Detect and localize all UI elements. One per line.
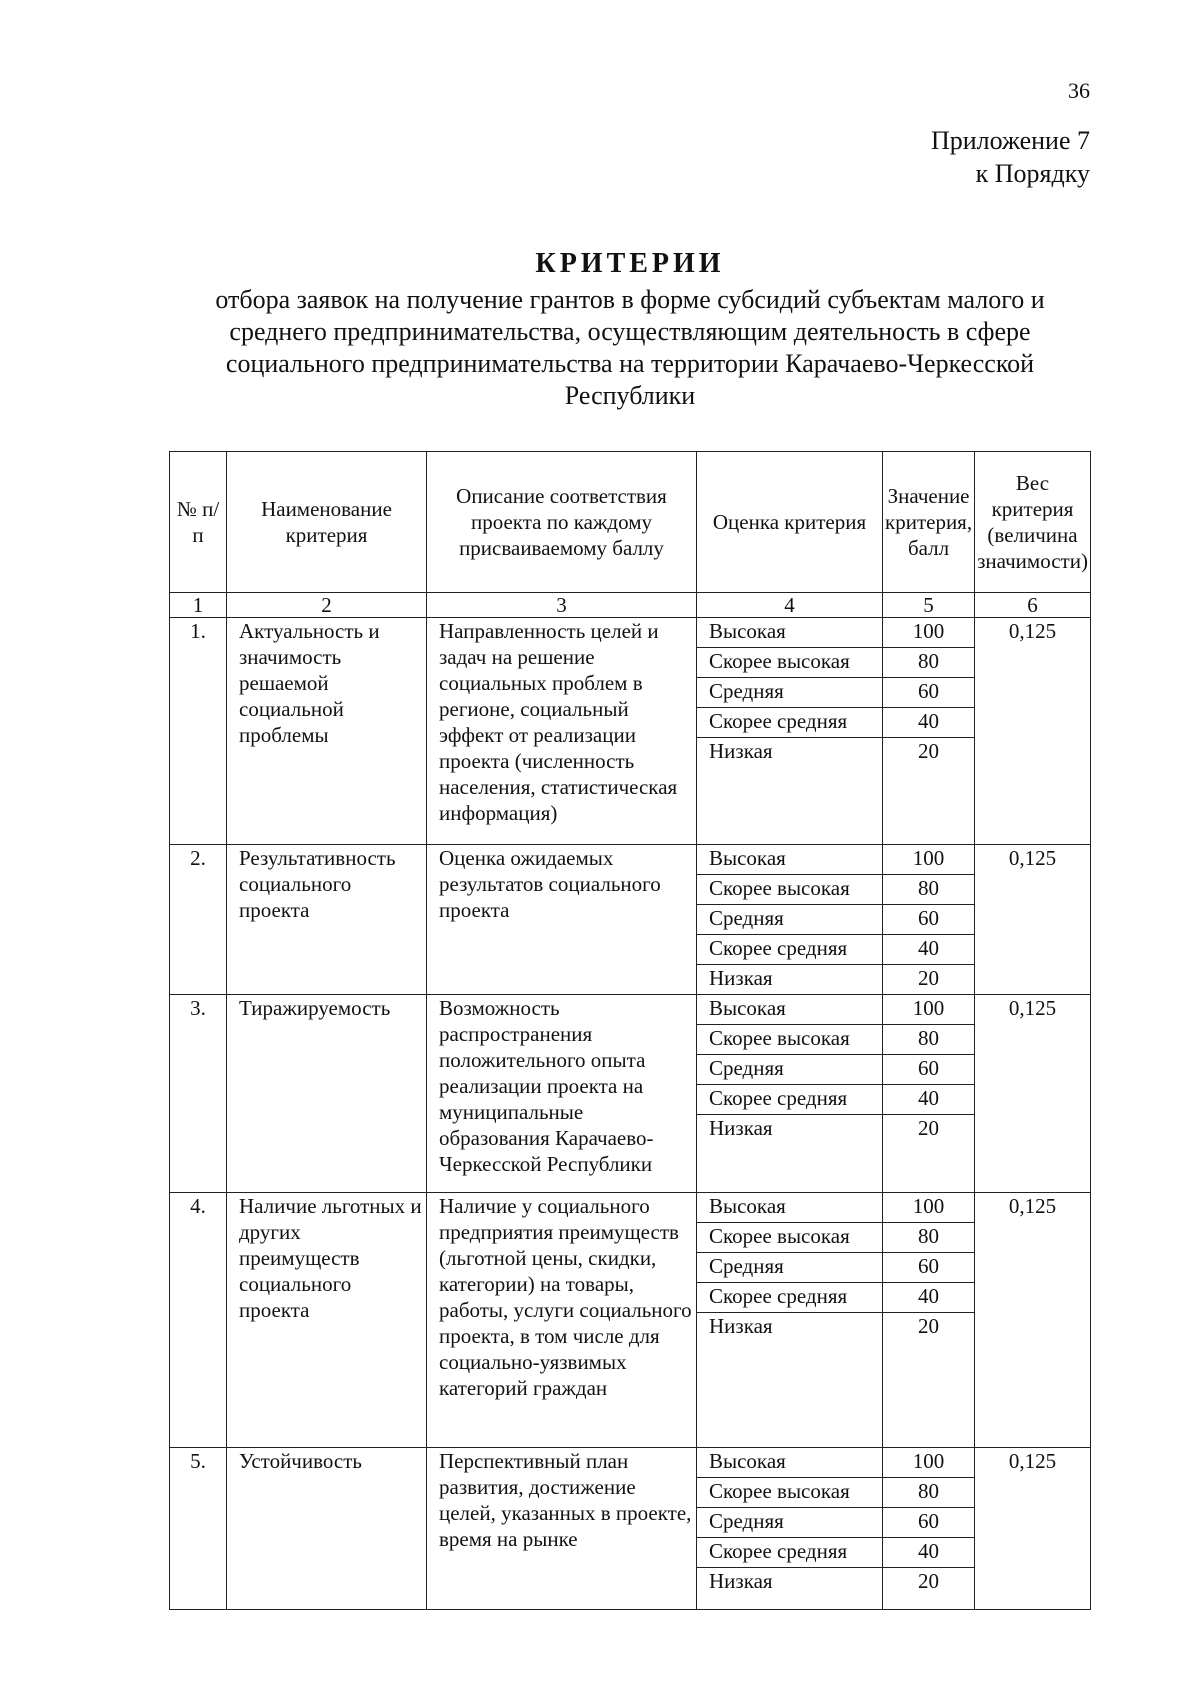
document-title: КРИТЕРИИ xyxy=(535,248,725,279)
grade-score: 40 xyxy=(918,1538,940,1563)
column-number: 4 xyxy=(697,593,883,618)
grade-label: Средняя xyxy=(697,905,883,934)
grade-row xyxy=(697,1055,974,1085)
grade-label: Скорее средняя xyxy=(697,935,883,964)
criterion-number: 2. xyxy=(170,844,227,994)
grade-row xyxy=(697,1115,974,1144)
grade-score: 100 xyxy=(912,619,945,643)
grade-score: 40 xyxy=(918,1284,940,1308)
grade-row xyxy=(697,1025,974,1055)
page-number: 36 xyxy=(1068,78,1090,103)
criterion-name: Наличие льготных и других преимуществ социального проекта xyxy=(227,1193,427,1448)
criterion-description: Оценка ожидаемых результатов социального проекта xyxy=(427,844,697,994)
grade-label: Высокая xyxy=(697,618,883,647)
criterion-number: 1. xyxy=(170,618,227,845)
criterion-grades xyxy=(697,1193,975,1448)
criterion-name: Результативность социального проекта xyxy=(227,844,427,994)
grade-label: Скорее средняя xyxy=(697,1085,883,1114)
header-weight: Вес критерия (величина значимости) xyxy=(975,452,1091,593)
grade-row xyxy=(697,618,974,648)
grade-label: Средняя xyxy=(697,678,883,707)
document-subtitle: отбора заявок на получение грантов в форме субсидий субъектам малого и среднего предпринимательства, осуществляющим деятельность в сфере социального предпринимательства на территории Карачаево-Черкесской Республики xyxy=(215,285,1045,410)
grade-score: 60 xyxy=(918,905,940,930)
grade-score: 40 xyxy=(918,935,940,960)
grade-score: 100 xyxy=(912,995,945,1020)
grade-label: Скорее средняя xyxy=(697,1538,883,1567)
grade-row xyxy=(697,1313,974,1342)
grade-score: 80 xyxy=(918,649,940,673)
grade-row xyxy=(697,1253,974,1283)
criterion-weight: 0,125 xyxy=(975,1447,1091,1610)
grade-row xyxy=(697,1283,974,1313)
grade-label: Скорее высокая xyxy=(697,648,883,677)
header-grade: Оценка критерия xyxy=(697,452,883,593)
criterion-weight: 0,125 xyxy=(975,1193,1091,1448)
grade-score: 100 xyxy=(912,1448,945,1473)
table-header-row xyxy=(170,452,1091,593)
criterion-grades xyxy=(697,844,975,994)
grade-row xyxy=(697,1568,974,1597)
column-number: 1 xyxy=(170,593,227,618)
grade-row xyxy=(697,678,974,708)
grade-score: 80 xyxy=(918,875,940,900)
grade-row xyxy=(697,875,974,905)
grade-row xyxy=(697,1448,974,1478)
grade-row xyxy=(697,1223,974,1253)
grade-label: Низкая xyxy=(697,1568,883,1597)
grade-score: 80 xyxy=(918,1224,940,1248)
grade-row xyxy=(697,1508,974,1538)
grade-score: 100 xyxy=(912,1194,945,1218)
grade-label: Низкая xyxy=(697,738,883,767)
grade-label: Низкая xyxy=(697,1115,883,1144)
grade-label: Средняя xyxy=(697,1055,883,1084)
column-number-row xyxy=(170,593,1091,618)
grade-row xyxy=(697,738,974,767)
grade-row xyxy=(697,995,974,1025)
table-row xyxy=(170,844,1091,994)
grade-row xyxy=(697,1193,974,1223)
criterion-grades xyxy=(697,618,975,845)
header-name: Наименование критерия xyxy=(227,452,427,593)
grade-score: 40 xyxy=(918,709,940,733)
criterion-number: 5. xyxy=(170,1447,227,1610)
grade-label: Низкая xyxy=(697,1313,883,1342)
table-row xyxy=(170,618,1091,845)
column-number: 2 xyxy=(227,593,427,618)
grade-score: 100 xyxy=(912,845,945,870)
header-description: Описание соответствия проекта по каждому присваиваемому баллу xyxy=(427,452,697,593)
criterion-weight: 0,125 xyxy=(975,994,1091,1193)
grade-score: 60 xyxy=(918,1254,940,1278)
grade-score: 20 xyxy=(918,1568,940,1593)
column-number: 3 xyxy=(427,593,697,618)
grade-row xyxy=(697,935,974,965)
appendix-line-1: Приложение 7 xyxy=(930,126,1090,155)
criterion-grades xyxy=(697,994,975,1193)
grade-label: Средняя xyxy=(697,1253,883,1282)
criterion-name: Актуальность и значимость решаемой социальной проблемы xyxy=(227,618,427,845)
header-score: Значение критерия, балл xyxy=(883,452,975,593)
table-row xyxy=(170,1447,1091,1610)
grade-score: 20 xyxy=(918,1314,940,1338)
grade-row xyxy=(697,905,974,935)
criterion-description: Возможность распространения положительного опыта реализации проекта на муниципальные образования Карачаево-Черкесской Республики xyxy=(427,994,697,1193)
grade-row xyxy=(697,965,974,994)
criterion-number: 3. xyxy=(170,994,227,1193)
grade-label: Скорее высокая xyxy=(697,1223,883,1252)
criterion-description: Наличие у социального предприятия преимуществ (льготной цены, скидки, категории) на товары, работы, услуги социального проекта, в том числе для социально-уязвимых категорий граждан xyxy=(427,1193,697,1448)
grade-label: Скорее средняя xyxy=(697,708,883,737)
grade-row xyxy=(697,1085,974,1115)
grade-score: 40 xyxy=(918,1085,940,1110)
grade-score: 60 xyxy=(918,1508,940,1533)
grade-score: 20 xyxy=(918,965,940,990)
criterion-name: Устойчивость xyxy=(227,1447,427,1610)
appendix-reference xyxy=(931,124,1090,190)
grade-label: Скорее высокая xyxy=(697,875,883,904)
appendix-line-2: к Порядку xyxy=(975,159,1090,188)
header-num: № п/п xyxy=(170,452,227,593)
grade-label: Низкая xyxy=(697,965,883,994)
criterion-description: Направленность целей и задач на решение социальных проблем в регионе, социальный эффект от реализации проекта (численность населения, статистическая информация) xyxy=(427,618,697,845)
grade-label: Высокая xyxy=(697,1448,883,1477)
grade-score: 60 xyxy=(918,679,940,703)
grade-label: Скорее средняя xyxy=(697,1283,883,1312)
grade-label: Высокая xyxy=(697,1193,883,1222)
criterion-weight: 0,125 xyxy=(975,844,1091,994)
grade-score: 80 xyxy=(918,1025,940,1050)
table-row xyxy=(170,994,1091,1193)
criterion-grades xyxy=(697,1447,975,1610)
grade-score: 20 xyxy=(918,739,940,763)
grade-row xyxy=(697,708,974,738)
grade-row xyxy=(697,648,974,678)
grade-label: Скорее высокая xyxy=(697,1025,883,1054)
column-number: 5 xyxy=(883,593,975,618)
criterion-name: Тиражируемость xyxy=(227,994,427,1193)
criteria-table xyxy=(169,451,1091,1610)
grade-score: 60 xyxy=(918,1055,940,1080)
criterion-description: Перспективный план развития, достижение целей, указанных в проекте, время на рынке xyxy=(427,1447,697,1610)
grade-label: Высокая xyxy=(697,995,883,1024)
grade-label: Средняя xyxy=(697,1508,883,1537)
criterion-weight: 0,125 xyxy=(975,618,1091,845)
grade-score: 80 xyxy=(918,1478,940,1503)
criterion-number: 4. xyxy=(170,1193,227,1448)
grade-label: Скорее высокая xyxy=(697,1478,883,1507)
grade-row xyxy=(697,1538,974,1568)
grade-score: 20 xyxy=(918,1115,940,1140)
grade-row xyxy=(697,1478,974,1508)
column-number: 6 xyxy=(975,593,1091,618)
grade-label: Высокая xyxy=(697,845,883,874)
table-row xyxy=(170,1193,1091,1448)
grade-row xyxy=(697,845,974,875)
